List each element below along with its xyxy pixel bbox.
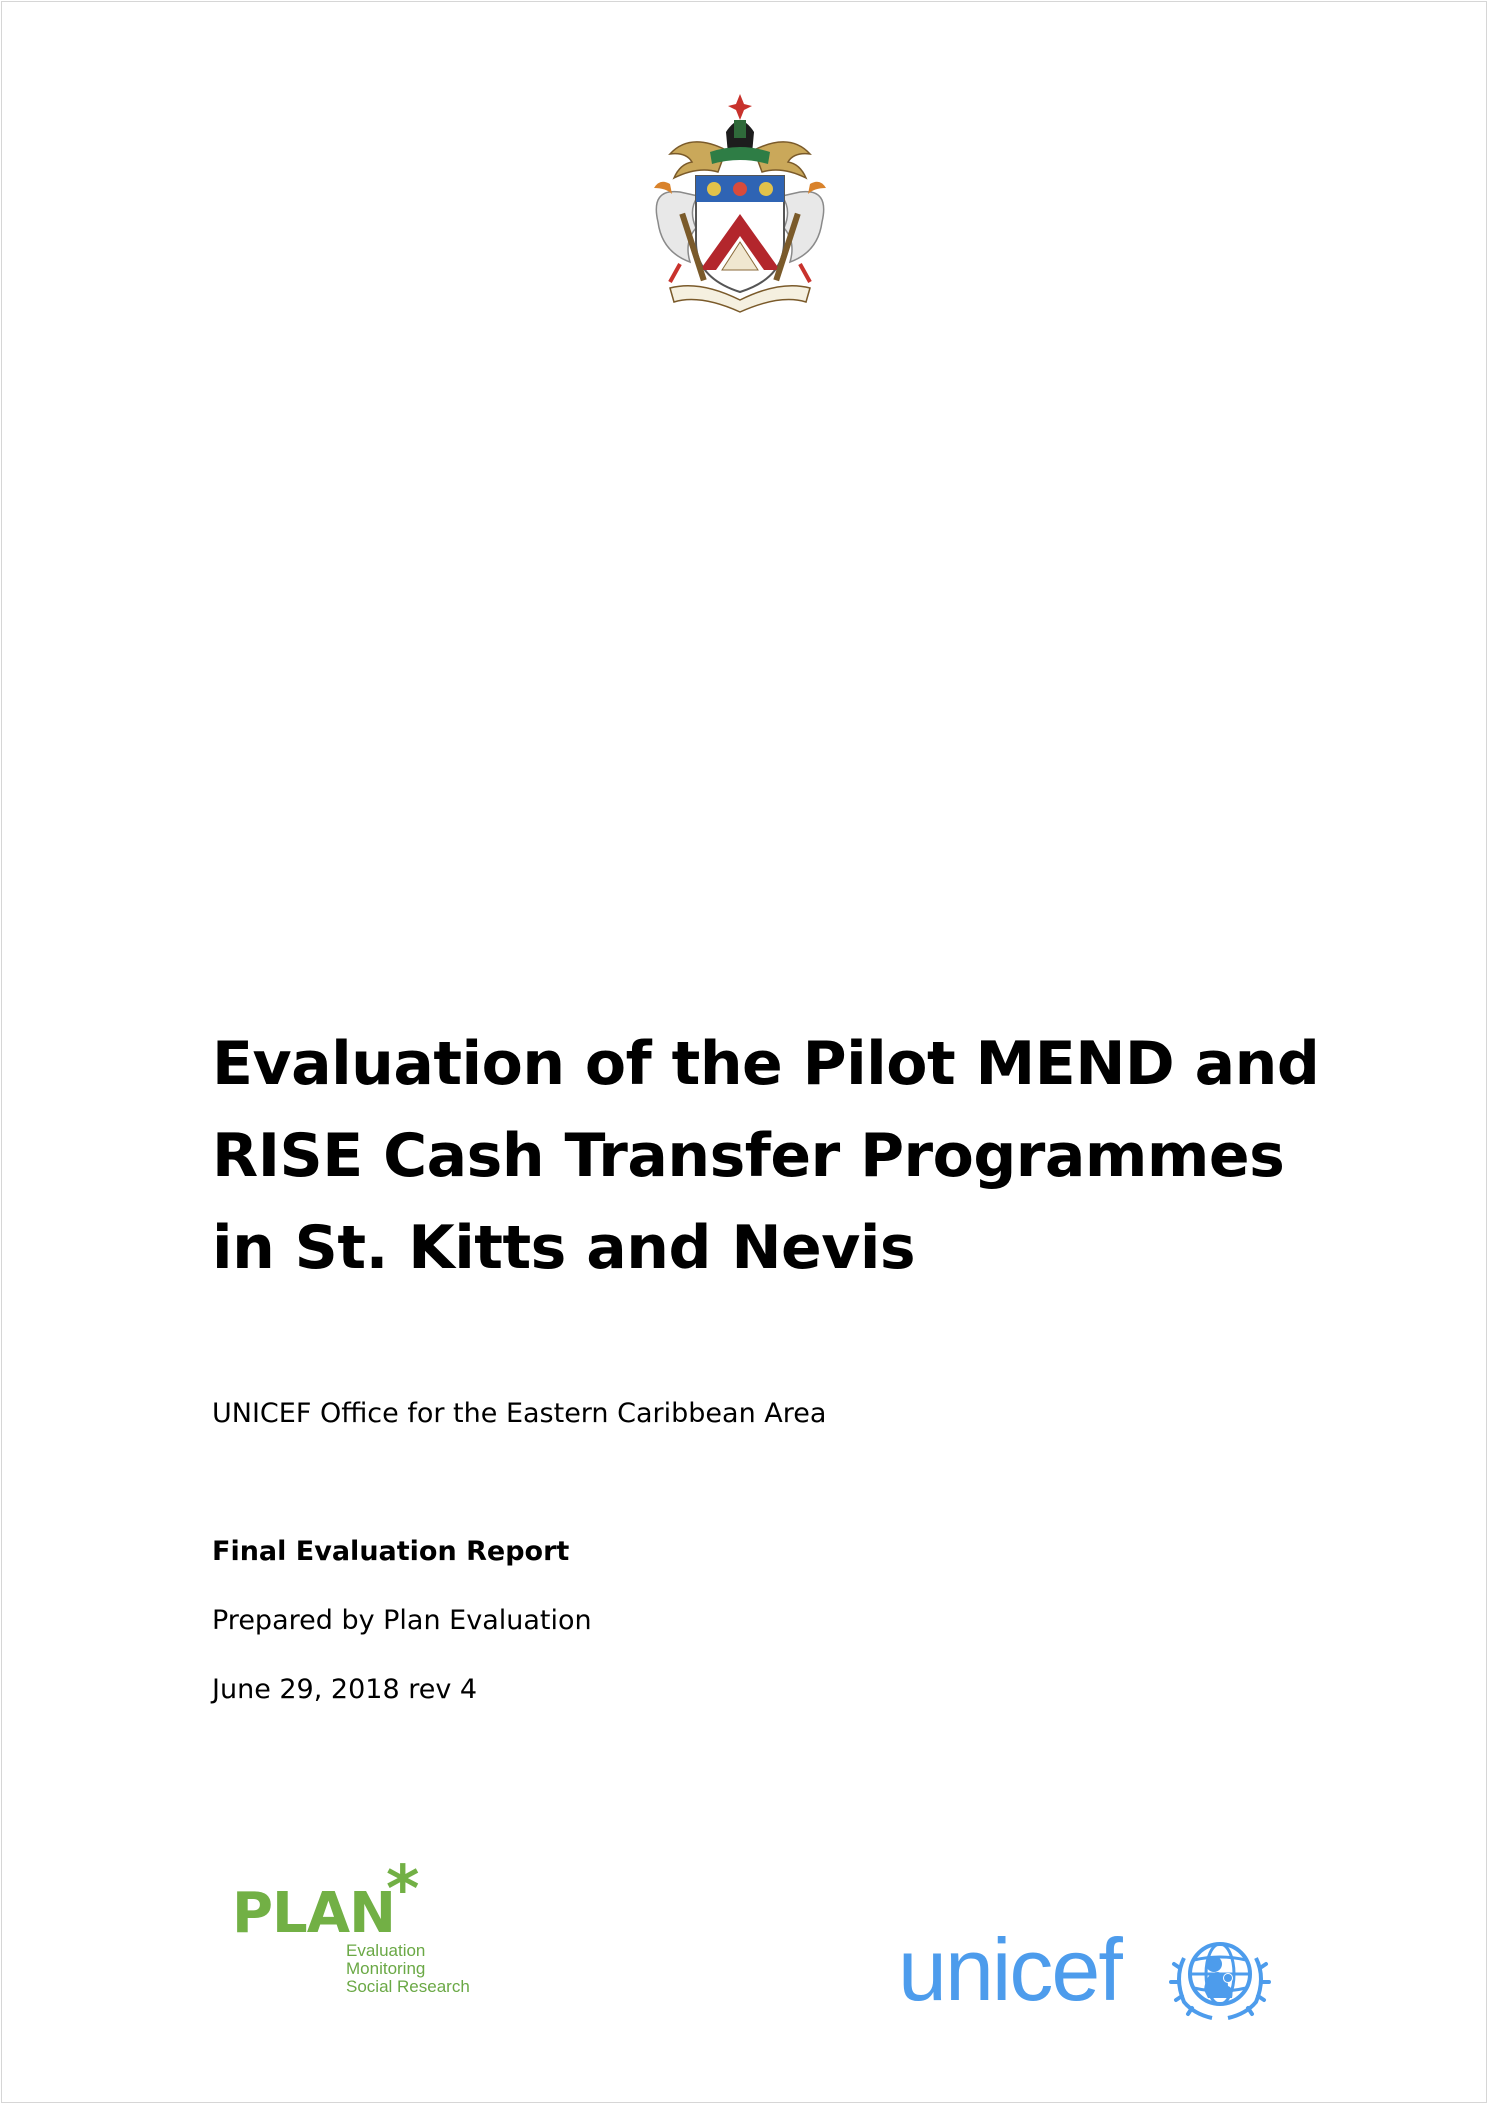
- date-revision: June 29, 2018 rev 4: [212, 1674, 478, 1705]
- plan-logo-word: PLAN: [232, 1881, 395, 1946]
- plan-tagline-line: Evaluation: [346, 1941, 426, 1960]
- prepared-by: Prepared by Plan Evaluation: [212, 1605, 592, 1636]
- plan-logo: [232, 1853, 492, 2002]
- unicef-emblem-icon: [1168, 1928, 1272, 2024]
- organization-subtitle: UNICEF Office for the Eastern Caribbean Area: [212, 1398, 827, 1429]
- plan-tagline-line: Social Research: [346, 1977, 470, 1996]
- document-title: [212, 1018, 1320, 1294]
- title-line-3: in St. Kitts and Nevis: [212, 1213, 916, 1283]
- plan-star-icon: *: [386, 1853, 420, 1927]
- title-line-1: Evaluation of the Pilot MEND and: [212, 1029, 1320, 1099]
- report-type: Final Evaluation Report: [212, 1536, 570, 1567]
- unicef-logo: [898, 1922, 1278, 2022]
- coat-of-arms-icon: [640, 92, 840, 316]
- plan-tagline: [346, 1942, 470, 1996]
- title-line-2: RISE Cash Transfer Programmes: [212, 1121, 1285, 1191]
- plan-tagline-line: Monitoring: [346, 1959, 426, 1978]
- unicef-logo-word: unicef: [898, 1920, 1121, 2019]
